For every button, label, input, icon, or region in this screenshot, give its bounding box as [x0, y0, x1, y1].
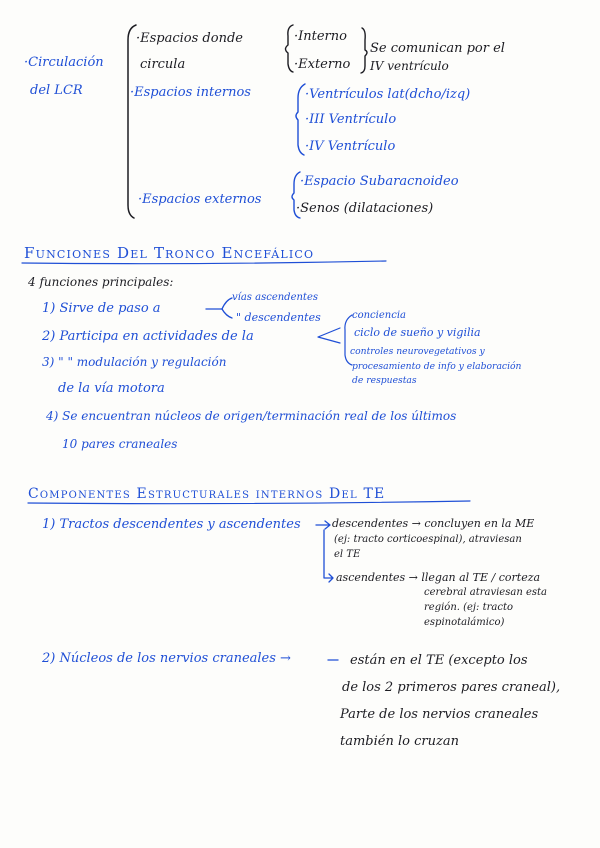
componente-1-asc: región. (ej: tracto: [424, 602, 513, 613]
externo-label: ·Externo: [294, 57, 351, 72]
funciones-heading: Funciones Del Tronco Encefálico: [24, 244, 315, 262]
componente-2: 2) Núcleos de los nervios craneales →: [42, 651, 291, 666]
funcion-1-branch: " descendentes: [236, 311, 321, 324]
arrow-c1: [316, 521, 330, 529]
comunican-line1: Se comunican por el: [370, 41, 505, 56]
componente-1-asc: cerebral atraviesan esta: [424, 587, 547, 598]
funciones-intro: 4 funciones principales:: [28, 275, 174, 289]
funcion-1-branch: vías ascendentes: [232, 292, 319, 303]
componente-1: 1) Tractos descendentes y ascendentes: [42, 517, 301, 532]
componente-2-text: también lo cruzan: [340, 734, 459, 749]
funcion-4-line2: 10 pares craneales: [62, 437, 178, 451]
funcion-2: 2) Participa en actividades de la: [42, 329, 254, 344]
funcion-3-line1: 3) " " modulación y regulación: [42, 355, 227, 369]
externos-item: ·Senos (dilataciones): [296, 201, 434, 216]
arrow-f2: [318, 328, 340, 343]
brace-lcr: [128, 25, 136, 218]
funcion-2-branch: conciencia: [352, 310, 406, 321]
espacios-donde-line1: ·Espacios donde: [136, 31, 243, 46]
componentes-heading: Componentes Estructurales internos Del TE: [28, 486, 386, 502]
internos-item: ·Ventrículos lat(dcho/izq): [305, 87, 471, 102]
brace-interno-externo: [286, 25, 294, 72]
externos-item: ·Espacio Subaracnoideo: [300, 174, 459, 189]
internos-item: ·IV Ventrículo: [305, 139, 396, 154]
espacios-donde-line2: circula: [140, 57, 186, 72]
espacios-internos: ·Espacios internos: [130, 85, 251, 100]
funcion-3-line2: de la vía motora: [58, 381, 165, 396]
interno-label: ·Interno: [294, 29, 347, 44]
funcion-4-line1: 4) Se encuentran núcleos de origen/terminación real de los últimos: [46, 409, 457, 423]
funcion-2-branch: de respuestas: [352, 375, 417, 386]
brace-f2: [345, 315, 352, 365]
comunican-line2: IV ventrículo: [370, 59, 449, 73]
funcion-1: 1) Sirve de paso a: [42, 301, 161, 316]
componente-1-desc: (ej: tracto corticoespinal), atraviesan: [334, 534, 522, 545]
funcion-2-branch: procesamiento de info y elaboración: [352, 361, 522, 372]
branch-c1-asc: [324, 530, 333, 582]
componente-2-text: de los 2 primeros pares craneal),: [342, 680, 561, 695]
lcr-title-line2: del LCR: [30, 83, 83, 98]
componente-1-asc: espinotalámico): [424, 617, 505, 628]
espacios-externos: ·Espacios externos: [138, 192, 262, 207]
componente-1-desc: descendentes → concluyen en la ME: [332, 517, 535, 530]
componente-2-text: Parte de los nervios craneales: [340, 707, 539, 722]
brace-internos: [296, 84, 305, 155]
componente-2-text: están en el TE (excepto los: [350, 653, 528, 668]
lcr-title-line1: ·Circulación: [24, 55, 104, 70]
componente-1-asc: ascendentes → llegan al TE / corteza: [336, 571, 541, 584]
componente-1-desc: el TE: [334, 549, 361, 560]
internos-item: ·III Ventrículo: [305, 112, 397, 127]
funcion-2-branch: ciclo de sueño y vigilia: [354, 326, 481, 339]
funcion-2-branch: controles neurovegetativos y: [350, 346, 485, 357]
brace-comunican: [361, 28, 367, 73]
